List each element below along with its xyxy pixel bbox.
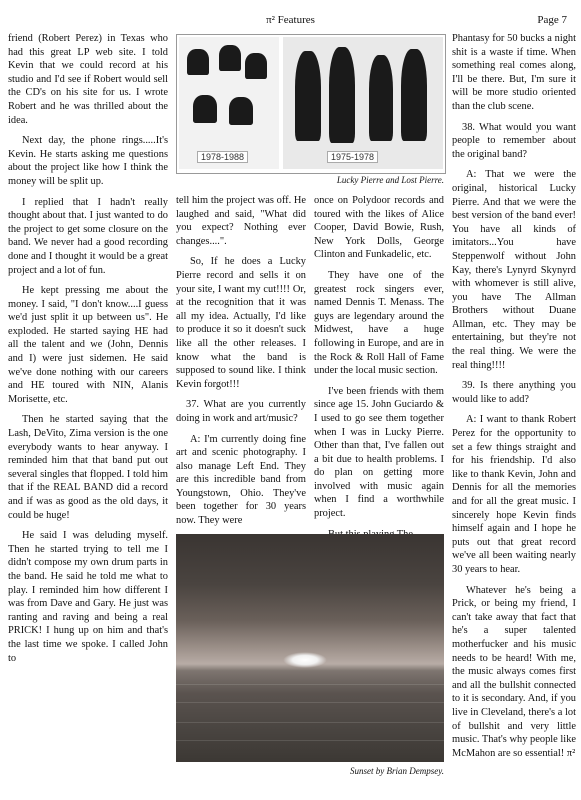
band-photo-left bbox=[179, 37, 279, 169]
paragraph: He kept pressing me about the money. I said, "I don't know....I guess we'd just split it up between us". He exploded. He started saying HE had all the talent and we (John, Dennis and I) were just sidemen. He said we've done nothing with our careers and HE toured with NIN, Alanis Morisette, etc. bbox=[8, 285, 168, 405]
paragraph: tell him the project was off. He laughed and said, "What did you expect? Nothing ever changes....". bbox=[176, 195, 306, 247]
question: 39. Is there anything you would like to add? bbox=[452, 380, 576, 405]
band-photo bbox=[176, 34, 446, 174]
paragraph: A: I'm currently doing fine art and scenic photography. I also manage Left End. They are this incredible band from Youngstown, Ohio. They've been together for 30 years now. They were bbox=[176, 433, 306, 527]
section-header: π² Features bbox=[266, 14, 315, 26]
band-photo-caption: Lucky Pierre and Lost Pierre. bbox=[336, 175, 444, 185]
paragraph: I replied that I hadn't really thought about that. I just wanted to do the project to get some closure on the band. We never had a good recording done and I thought it would be a great project and a lot of fun. bbox=[8, 196, 168, 276]
page-number: Page 7 bbox=[537, 14, 567, 26]
paragraph: I've been friends with them since age 15. John Guciardo & I used to go see them together when I was in Lucky Pierre. Other than that, I've fallen out a bit due to health problems. I do plan on getting more involved with music again when I find a worthwhile project. bbox=[314, 385, 444, 520]
text-column-2 bbox=[176, 194, 306, 527]
paragraph: He said I was deluding myself. Then he started trying to tell me I didn't compose my own drum parts in the band. He said he told me what to play. I reminded him how different I was from Dave and Gary. He just was ranting and raving and being a real PRICK! I hung up on him and that's the last time we spoke. I called John to bbox=[8, 530, 168, 664]
years-label-left: 1978-1988 bbox=[197, 151, 248, 163]
band-photo-right bbox=[283, 37, 443, 169]
paragraph: So, If he does a Lucky Pierre record and sells it on your site, I want my cut!!!! Or, at the recognition that it was all my idea. Actually, I'd like to produce it so it doesn't suck like all the other releases. I know what the band is supposed to sound like. I think Kevin forgot!!! bbox=[176, 256, 306, 390]
paragraph: Next day, the phone rings.....It's Kevin. He starts asking me questions about the project like how I think the money will be split up. bbox=[8, 135, 168, 187]
sunset-photo-caption: Sunset by Brian Dempsey. bbox=[350, 766, 444, 776]
sunset-photo bbox=[176, 534, 444, 762]
paragraph: Then he started saying that the Lash, DeVito, Zima version is the one everybody wants to hear anyway. I reminded him that that band put out several singles that flopped. I told him that if the REAL BAND did a record and if was as good as the old days, it could be huge! bbox=[8, 414, 168, 521]
paragraph: A: That we were the original, historical Lucky Pierre. And that we were the best version of the band ever! You have all kinds of imitators...You have Steppenwolf without John Kay, there's Lynyrd Skynyrd with whomever is still alive, you have The Allman Brothers without Duane Allman, etc. They may be entertaining, but they're not the real thing. We were the real thing!!!! bbox=[452, 169, 576, 371]
paragraph: Phantasy for 50 bucks a night shit is a waste if time. When something real comes along, I'll be there. But, I'm sure it will be more studio oriented than the club scene. bbox=[452, 33, 576, 112]
question: 37. What are you currently doing in work and art/music? bbox=[176, 399, 306, 424]
text-column-3 bbox=[314, 194, 444, 524]
paragraph: They have one of the greatest rock singers ever, named Dennis T. Menass. The guys are legendary around the Midwest, have a huge following in Europe, and are in the Rock & Roll Hall of Fame under the local music section. bbox=[314, 269, 444, 377]
question: 38. What would you want people to remember about the original band? bbox=[452, 121, 576, 160]
text-column-1 bbox=[8, 32, 168, 794]
paragraph: Whatever he's being a Prick, or being my friend, I can't take away that fact that he's a super talented motherfucker and his music needs to be heard! With me, the music always comes first and all the bullshit connected to it is secondary. And, if you live in Cleveland, there's a lot of bullshit and very little music. That's why people like McMahon are so essential! π² bbox=[452, 584, 576, 759]
paragraph: friend (Robert Perez) in Texas who had this great LP web site. I told Kevin that we could record at his studio and I'd see if Robert would sell the CD's on his site for us. I wrote Robert and he was thrilled about the idea. bbox=[8, 33, 168, 126]
years-label-right: 1975-1978 bbox=[327, 151, 378, 163]
paragraph: once on Polydoor records and toured with the likes of Alice Cooper, David Bowie, Rush, New York Dolls, George Clinton and Funkadelic, etc. bbox=[314, 195, 444, 261]
paragraph: A: I want to thank Robert Perez for the opportunity to set a few things straight and for his friendship. I'd also like to thank Kevin, John and Dennis for all the memories and for all the great music. I sincerely hope Kevin finds himself again and I hope he puts out that great record we've all been waiting nearly 30 years to hear. bbox=[452, 414, 576, 575]
text-column-4 bbox=[452, 32, 576, 794]
sun-glow bbox=[283, 652, 327, 668]
